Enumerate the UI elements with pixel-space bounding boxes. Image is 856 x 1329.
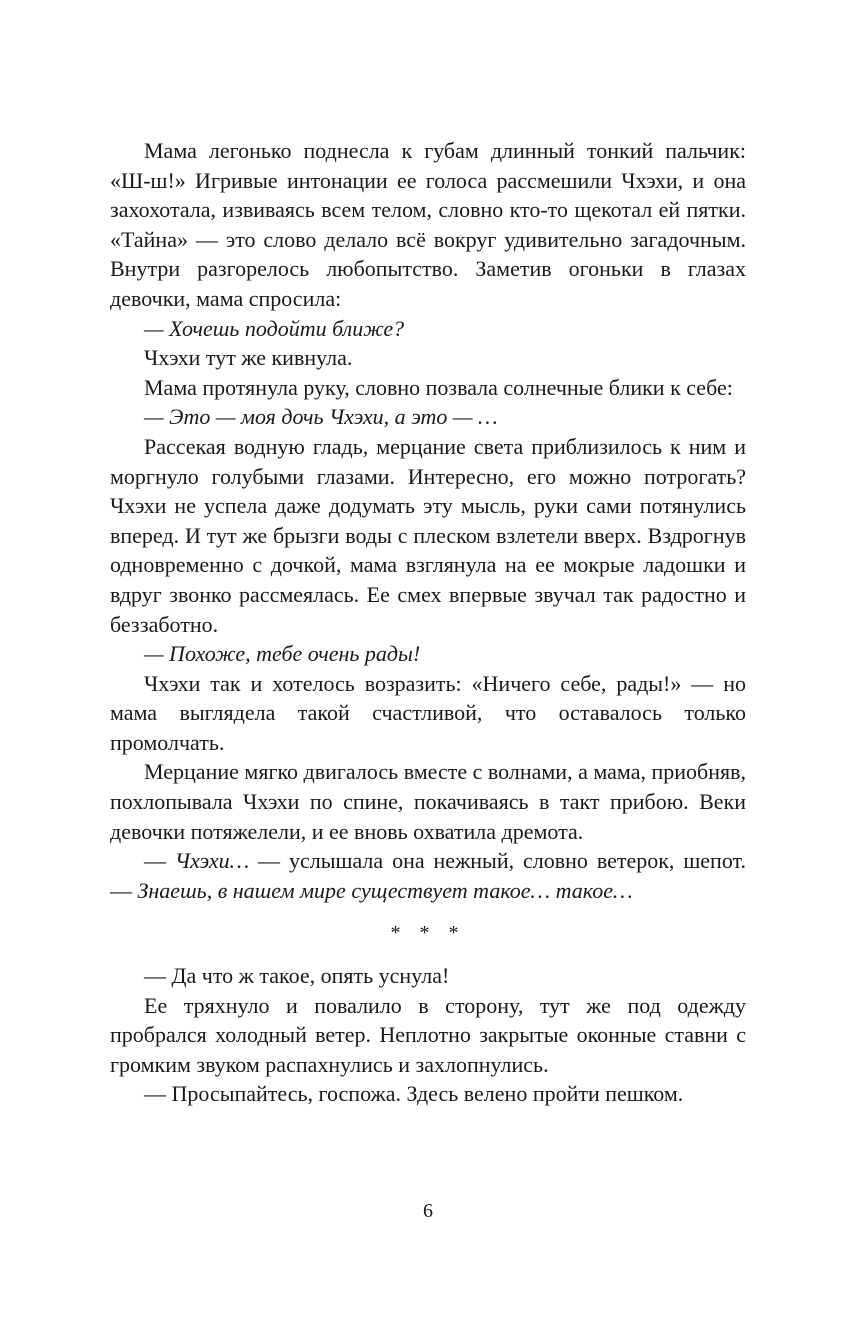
body-text: — услышала она нежный, словно ветерок, шепот. — (110, 848, 746, 903)
paragraph (110, 136, 746, 314)
paragraph (110, 432, 746, 639)
body-text: Мерцание мягко двигалось вместе с волнами, а мама, приобняв, похлопывала Чхэхи по спине, покачиваясь в такт прибою. Веки девочки потяжелели, и ее вновь охватила дремота. (110, 759, 746, 844)
dialogue-italic-text: Знаешь, в нашем мире существует такое… такое… (137, 877, 633, 903)
body-text: — Просыпайтесь, госпожа. Здесь велено пройти пешком. (144, 1081, 684, 1107)
paragraph (110, 314, 746, 344)
body-text: Ее тряхнуло и повалило в сторону, тут же под одежду пробрался холодный ветер. Неплотно закрытые оконные ставни с громким звуком распахнулись и захлопнулись. (110, 992, 746, 1077)
body-text: — Да что ж такое, опять уснула! (144, 963, 450, 989)
dialogue-italic-text: Чхэхи… (174, 848, 250, 874)
page-number: 6 (423, 1200, 433, 1222)
body-text: Мама протянула руку, словно позвала солнечные блики к себе: (144, 374, 733, 400)
paragraph (110, 639, 746, 669)
paragraph (110, 961, 746, 991)
text-block (110, 136, 746, 1109)
dialogue-italic-text: — Хочешь подойти ближе? (144, 315, 405, 341)
section-separator: * * * (390, 922, 466, 945)
paragraph (110, 991, 746, 1080)
body-text: Рассекая водную гладь, мерцание света приблизилось к ним и моргнуло голубыми глазами. Интересно, его можно потрогать? Чхэхи не успела даже додумать эту мысль, руки сами потянулись вперед. И тут же брызги воды с плеском взлетели вверх. Вздрогнув одновременно с дочкой, мама взглянула на ее мокрые ладошки и вдруг звонко рассмеялась. Ее смех впервые звучал так радостно и беззаботно. (110, 433, 746, 637)
body-text: — (144, 848, 175, 874)
paragraph (110, 343, 746, 373)
paragraph (110, 757, 746, 846)
dialogue-italic-text: — Это — моя дочь Чхэхи, а это — … (144, 404, 498, 430)
dialogue-italic-text: — Похоже, тебе очень рады! (144, 641, 421, 667)
paragraph (110, 669, 746, 758)
paragraph (110, 846, 746, 905)
body-text: Мама легонько поднесла к губам длинный тонкий пальчик: «Ш-ш!» Игривые интонации ее голоса рассмешили Чхэхи, и она захохотала, извиваясь всем телом, словно кто-то щекотал ей пятки. «Тайна» — это слово делало всё вокруг удивительно загадочным. Внутри разгорелось любопытство. Заметив огоньки в глазах девочки, мама спросила: (110, 138, 746, 311)
paragraph (110, 1079, 746, 1109)
body-text: Чхэхи так и хотелось возразить: «Ничего себе, рады!» — но мама выглядела такой счастливой, что оставалось только промолчать. (110, 670, 746, 755)
paragraph (110, 402, 746, 432)
paragraph (110, 373, 746, 403)
body-text: Чхэхи тут же кивнула. (144, 345, 353, 371)
